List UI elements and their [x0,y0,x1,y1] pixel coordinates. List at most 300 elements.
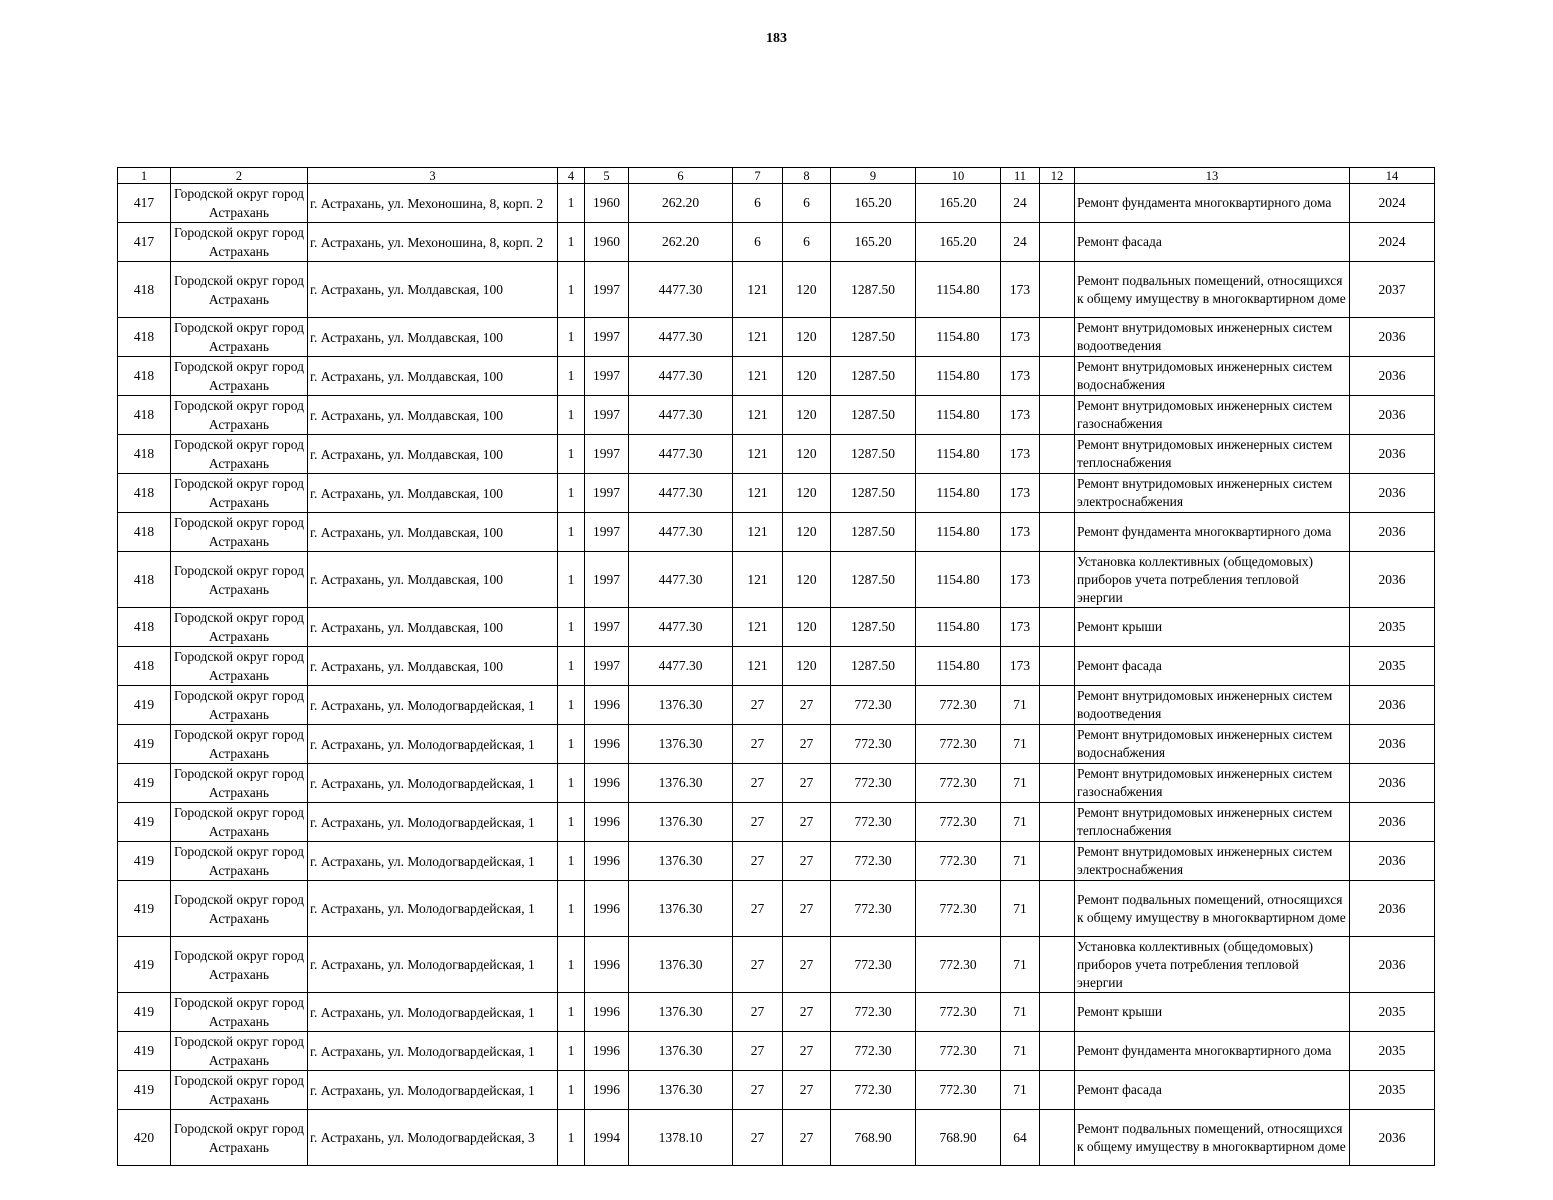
col8-cell: 120 [783,357,831,396]
col7-cell: 27 [733,803,783,842]
planned-year-cell: 2036 [1350,513,1435,552]
total-area-cell: 1376.30 [629,1032,733,1071]
col4-cell: 1 [558,1032,585,1071]
residents-cell: 173 [1001,513,1040,552]
address-cell: г. Астрахань, ул. Молдавская, 100 [308,552,558,608]
work-type-cell: Ремонт внутридомовых инженерных систем электроснабжения [1075,842,1350,881]
col12-cell [1040,686,1075,725]
work-type-cell: Ремонт крыши [1075,993,1350,1032]
col12-cell [1040,881,1075,937]
col10-area-cell: 165.20 [916,223,1001,262]
col12-cell [1040,647,1075,686]
col8-cell: 120 [783,435,831,474]
col7-cell: 121 [733,396,783,435]
col7-cell: 121 [733,357,783,396]
planned-year-cell: 2036 [1350,842,1435,881]
planned-year-cell: 2024 [1350,223,1435,262]
row-number-cell: 418 [118,513,171,552]
col8-cell: 27 [783,842,831,881]
col4-cell: 1 [558,937,585,993]
total-area-cell: 4477.30 [629,435,733,474]
col4-cell: 1 [558,318,585,357]
address-cell: г. Астрахань, ул. Молодогвардейская, 1 [308,725,558,764]
col8-cell: 27 [783,725,831,764]
col12-cell [1040,1032,1075,1071]
col9-area-cell: 1287.50 [831,513,916,552]
col9-area-cell: 1287.50 [831,608,916,647]
col4-cell: 1 [558,262,585,318]
table-row [118,842,1435,881]
work-type-cell: Ремонт внутридомовых инженерных систем теплоснабжения [1075,435,1350,474]
col10-area-cell: 1154.80 [916,262,1001,318]
col4-cell: 1 [558,435,585,474]
planned-year-cell: 2036 [1350,881,1435,937]
col12-cell [1040,474,1075,513]
total-area-cell: 1376.30 [629,881,733,937]
col9-area-cell: 772.30 [831,1071,916,1110]
col10-area-cell: 1154.80 [916,435,1001,474]
table-row [118,993,1435,1032]
row-number-cell: 419 [118,764,171,803]
work-type-cell: Ремонт внутридомовых инженерных систем теплоснабжения [1075,803,1350,842]
col9-area-cell: 772.30 [831,881,916,937]
address-cell: г. Астрахань, ул. Молдавская, 100 [308,262,558,318]
col8-cell: 27 [783,1110,831,1166]
table-row [118,686,1435,725]
table-row [118,435,1435,474]
planned-year-cell: 2036 [1350,725,1435,764]
col12-cell [1040,937,1075,993]
residents-cell: 173 [1001,262,1040,318]
year-built-cell: 1996 [585,686,629,725]
residents-cell: 24 [1001,184,1040,223]
work-type-cell: Ремонт фасада [1075,223,1350,262]
address-cell: г. Астрахань, ул. Молдавская, 100 [308,396,558,435]
col12-cell [1040,552,1075,608]
residents-cell: 71 [1001,1071,1040,1110]
address-cell: г. Астрахань, ул. Молодогвардейская, 1 [308,842,558,881]
total-area-cell: 1376.30 [629,686,733,725]
work-type-cell: Ремонт внутридомовых инженерных систем водоотведения [1075,318,1350,357]
row-number-cell: 419 [118,993,171,1032]
planned-year-cell: 2036 [1350,357,1435,396]
col7-cell: 27 [733,725,783,764]
col4-cell: 1 [558,881,585,937]
col9-area-cell: 772.30 [831,725,916,764]
col8-cell: 27 [783,993,831,1032]
col7-cell: 121 [733,318,783,357]
col7-cell: 121 [733,435,783,474]
row-number-cell: 419 [118,937,171,993]
col12-cell [1040,318,1075,357]
col8-cell: 120 [783,608,831,647]
col9-area-cell: 772.30 [831,842,916,881]
table-row [118,396,1435,435]
col4-cell: 1 [558,993,585,1032]
municipality-cell: Городской округ город Астрахань [171,1110,308,1166]
municipality-cell: Городской округ город Астрахань [171,474,308,513]
year-built-cell: 1997 [585,513,629,552]
col10-area-cell: 772.30 [916,686,1001,725]
residents-cell: 173 [1001,608,1040,647]
table-row [118,608,1435,647]
table-row [118,937,1435,993]
row-number-cell: 417 [118,223,171,262]
col8-cell: 120 [783,552,831,608]
col9-area-cell: 772.30 [831,1032,916,1071]
planned-year-cell: 2035 [1350,608,1435,647]
table-body [118,184,1435,1166]
col7-cell: 27 [733,686,783,725]
year-built-cell: 1960 [585,223,629,262]
col4-cell: 1 [558,513,585,552]
address-cell: г. Астрахань, ул. Молодогвардейская, 3 [308,1110,558,1166]
total-area-cell: 1378.10 [629,1110,733,1166]
col12-cell [1040,396,1075,435]
year-built-cell: 1997 [585,608,629,647]
column-number-header: 3 [308,168,558,184]
residents-cell: 71 [1001,725,1040,764]
column-number-header: 4 [558,168,585,184]
column-number-header: 10 [916,168,1001,184]
municipality-cell: Городской округ город Астрахань [171,396,308,435]
col8-cell: 27 [783,1032,831,1071]
col9-area-cell: 1287.50 [831,357,916,396]
row-number-cell: 418 [118,608,171,647]
table-row [118,357,1435,396]
col10-area-cell: 772.30 [916,993,1001,1032]
address-cell: г. Астрахань, ул. Молодогвардейская, 1 [308,803,558,842]
municipality-cell: Городской округ город Астрахань [171,993,308,1032]
col4-cell: 1 [558,396,585,435]
residents-cell: 71 [1001,803,1040,842]
residents-cell: 71 [1001,993,1040,1032]
col10-area-cell: 1154.80 [916,396,1001,435]
residents-cell: 173 [1001,435,1040,474]
table-row [118,184,1435,223]
column-number-row [118,168,1435,184]
col4-cell: 1 [558,686,585,725]
row-number-cell: 419 [118,1071,171,1110]
address-cell: г. Астрахань, ул. Молодогвардейская, 1 [308,937,558,993]
total-area-cell: 1376.30 [629,993,733,1032]
address-cell: г. Астрахань, ул. Молодогвардейская, 1 [308,1071,558,1110]
col7-cell: 6 [733,184,783,223]
residents-cell: 173 [1001,357,1040,396]
year-built-cell: 1996 [585,725,629,764]
column-number-header: 13 [1075,168,1350,184]
col8-cell: 27 [783,686,831,725]
table-row [118,647,1435,686]
column-number-header: 1 [118,168,171,184]
table-row [118,223,1435,262]
col8-cell: 120 [783,474,831,513]
planned-year-cell: 2036 [1350,318,1435,357]
column-number-header: 6 [629,168,733,184]
year-built-cell: 1997 [585,474,629,513]
col8-cell: 6 [783,184,831,223]
col9-area-cell: 1287.50 [831,262,916,318]
municipality-cell: Городской округ город Астрахань [171,184,308,223]
municipality-cell: Городской округ город Астрахань [171,357,308,396]
residents-cell: 71 [1001,764,1040,803]
col12-cell [1040,513,1075,552]
table-row [118,725,1435,764]
col9-area-cell: 772.30 [831,993,916,1032]
col8-cell: 120 [783,647,831,686]
col12-cell [1040,608,1075,647]
col12-cell [1040,803,1075,842]
address-cell: г. Астрахань, ул. Молдавская, 100 [308,513,558,552]
col7-cell: 27 [733,764,783,803]
col4-cell: 1 [558,474,585,513]
residents-cell: 64 [1001,1110,1040,1166]
column-number-header: 14 [1350,168,1435,184]
year-built-cell: 1997 [585,396,629,435]
planned-year-cell: 2036 [1350,435,1435,474]
year-built-cell: 1996 [585,842,629,881]
col10-area-cell: 772.30 [916,881,1001,937]
year-built-cell: 1996 [585,1032,629,1071]
col8-cell: 27 [783,937,831,993]
col10-area-cell: 1154.80 [916,513,1001,552]
work-type-cell: Ремонт фасада [1075,1071,1350,1110]
col10-area-cell: 1154.80 [916,608,1001,647]
total-area-cell: 4477.30 [629,396,733,435]
row-number-cell: 419 [118,725,171,764]
col7-cell: 27 [733,881,783,937]
municipality-cell: Городской округ город Астрахань [171,803,308,842]
residents-cell: 71 [1001,1032,1040,1071]
col7-cell: 6 [733,223,783,262]
col7-cell: 121 [733,608,783,647]
year-built-cell: 1996 [585,1071,629,1110]
planned-year-cell: 2036 [1350,396,1435,435]
column-number-header: 8 [783,168,831,184]
col10-area-cell: 772.30 [916,842,1001,881]
work-type-cell: Установка коллективных (общедомовых) приборов учета потребления тепловой энергии [1075,937,1350,993]
municipality-cell: Городской округ город Астрахань [171,608,308,647]
table-row [118,1110,1435,1166]
residents-cell: 71 [1001,937,1040,993]
col8-cell: 27 [783,1071,831,1110]
column-number-header: 11 [1001,168,1040,184]
col4-cell: 1 [558,647,585,686]
address-cell: г. Астрахань, ул. Молдавская, 100 [308,647,558,686]
year-built-cell: 1997 [585,552,629,608]
row-number-cell: 418 [118,474,171,513]
work-type-cell: Ремонт подвальных помещений, относящихся к общему имуществу в многоквартирном доме [1075,262,1350,318]
total-area-cell: 4477.30 [629,474,733,513]
planned-year-cell: 2037 [1350,262,1435,318]
col9-area-cell: 772.30 [831,937,916,993]
year-built-cell: 1997 [585,647,629,686]
residents-cell: 71 [1001,842,1040,881]
col4-cell: 1 [558,1071,585,1110]
row-number-cell: 418 [118,396,171,435]
col9-area-cell: 772.30 [831,764,916,803]
address-cell: г. Астрахань, ул. Молодогвардейская, 1 [308,1032,558,1071]
row-number-cell: 419 [118,881,171,937]
col9-area-cell: 1287.50 [831,435,916,474]
row-number-cell: 418 [118,435,171,474]
column-number-header: 2 [171,168,308,184]
col12-cell [1040,764,1075,803]
col7-cell: 121 [733,474,783,513]
total-area-cell: 4477.30 [629,552,733,608]
column-number-header: 9 [831,168,916,184]
col7-cell: 27 [733,993,783,1032]
address-cell: г. Астрахань, ул. Молодогвардейская, 1 [308,993,558,1032]
col12-cell [1040,993,1075,1032]
row-number-cell: 420 [118,1110,171,1166]
col4-cell: 1 [558,1110,585,1166]
total-area-cell: 4477.30 [629,318,733,357]
row-number-cell: 419 [118,1032,171,1071]
total-area-cell: 1376.30 [629,725,733,764]
residents-cell: 173 [1001,552,1040,608]
municipality-cell: Городской округ город Астрахань [171,725,308,764]
table-row [118,552,1435,608]
col12-cell [1040,725,1075,764]
work-type-cell: Ремонт фундамента многоквартирного дома [1075,1032,1350,1071]
col4-cell: 1 [558,357,585,396]
year-built-cell: 1997 [585,435,629,474]
table-row [118,318,1435,357]
column-number-header: 5 [585,168,629,184]
address-cell: г. Астрахань, ул. Молдавская, 100 [308,474,558,513]
col7-cell: 121 [733,513,783,552]
col12-cell [1040,262,1075,318]
planned-year-cell: 2035 [1350,993,1435,1032]
col9-area-cell: 165.20 [831,223,916,262]
work-type-cell: Ремонт фасада [1075,647,1350,686]
col4-cell: 1 [558,764,585,803]
col7-cell: 27 [733,1071,783,1110]
col4-cell: 1 [558,608,585,647]
work-type-cell: Ремонт внутридомовых инженерных систем газоснабжения [1075,764,1350,803]
col8-cell: 120 [783,262,831,318]
col4-cell: 1 [558,725,585,764]
residents-cell: 173 [1001,647,1040,686]
work-type-cell: Ремонт фундамента многоквартирного дома [1075,184,1350,223]
address-cell: г. Астрахань, ул. Мехоношина, 8, корп. 2 [308,223,558,262]
total-area-cell: 4477.30 [629,262,733,318]
col12-cell [1040,1071,1075,1110]
col12-cell [1040,435,1075,474]
col7-cell: 27 [733,1110,783,1166]
year-built-cell: 1996 [585,764,629,803]
col10-area-cell: 768.90 [916,1110,1001,1166]
work-type-cell: Ремонт фундамента многоквартирного дома [1075,513,1350,552]
col10-area-cell: 1154.80 [916,474,1001,513]
col9-area-cell: 768.90 [831,1110,916,1166]
col8-cell: 120 [783,513,831,552]
municipality-cell: Городской округ город Астрахань [171,1032,308,1071]
col10-area-cell: 772.30 [916,1032,1001,1071]
municipality-cell: Городской округ город Астрахань [171,937,308,993]
col7-cell: 121 [733,552,783,608]
row-number-cell: 418 [118,318,171,357]
municipality-cell: Городской округ город Астрахань [171,647,308,686]
address-cell: г. Астрахань, ул. Молодогвардейская, 1 [308,764,558,803]
planned-year-cell: 2035 [1350,647,1435,686]
municipality-cell: Городской округ город Астрахань [171,764,308,803]
planned-year-cell: 2035 [1350,1032,1435,1071]
municipality-cell: Городской округ город Астрахань [171,223,308,262]
year-built-cell: 1996 [585,993,629,1032]
planned-year-cell: 2036 [1350,686,1435,725]
total-area-cell: 4477.30 [629,647,733,686]
row-number-cell: 419 [118,842,171,881]
row-number-cell: 418 [118,262,171,318]
col12-cell [1040,1110,1075,1166]
col12-cell [1040,184,1075,223]
planned-year-cell: 2035 [1350,1071,1435,1110]
work-type-cell: Ремонт внутридомовых инженерных систем водоснабжения [1075,725,1350,764]
col10-area-cell: 1154.80 [916,318,1001,357]
total-area-cell: 4477.30 [629,357,733,396]
row-number-cell: 419 [118,803,171,842]
address-cell: г. Астрахань, ул. Молодогвардейская, 1 [308,686,558,725]
table-row [118,764,1435,803]
municipality-cell: Городской округ город Астрахань [171,318,308,357]
col10-area-cell: 772.30 [916,764,1001,803]
municipality-cell: Городской округ город Астрахань [171,552,308,608]
total-area-cell: 1376.30 [629,1071,733,1110]
col8-cell: 27 [783,803,831,842]
planned-year-cell: 2036 [1350,1110,1435,1166]
municipality-cell: Городской округ город Астрахань [171,513,308,552]
col4-cell: 1 [558,552,585,608]
work-type-cell: Установка коллективных (общедомовых) приборов учета потребления тепловой энергии [1075,552,1350,608]
residents-cell: 173 [1001,396,1040,435]
year-built-cell: 1997 [585,357,629,396]
row-number-cell: 417 [118,184,171,223]
residents-cell: 173 [1001,474,1040,513]
residents-cell: 173 [1001,318,1040,357]
address-cell: г. Астрахань, ул. Мехоношина, 8, корп. 2 [308,184,558,223]
page-number: 183 [766,31,787,46]
municipality-cell: Городской округ город Астрахань [171,686,308,725]
planned-year-cell: 2036 [1350,937,1435,993]
col9-area-cell: 165.20 [831,184,916,223]
total-area-cell: 262.20 [629,223,733,262]
total-area-cell: 262.20 [629,184,733,223]
col9-area-cell: 772.30 [831,686,916,725]
col8-cell: 120 [783,396,831,435]
table-row [118,1032,1435,1071]
col10-area-cell: 1154.80 [916,647,1001,686]
col10-area-cell: 1154.80 [916,357,1001,396]
planned-year-cell: 2036 [1350,552,1435,608]
table-row [118,262,1435,318]
municipality-cell: Городской округ город Астрахань [171,1071,308,1110]
year-built-cell: 1996 [585,803,629,842]
col8-cell: 27 [783,764,831,803]
col9-area-cell: 1287.50 [831,318,916,357]
total-area-cell: 4477.30 [629,513,733,552]
table-row [118,474,1435,513]
year-built-cell: 1994 [585,1110,629,1166]
address-cell: г. Астрахань, ул. Молдавская, 100 [308,318,558,357]
col12-cell [1040,842,1075,881]
work-type-cell: Ремонт подвальных помещений, относящихся к общему имуществу в многоквартирном доме [1075,1110,1350,1166]
col9-area-cell: 1287.50 [831,474,916,513]
work-type-cell: Ремонт внутридомовых инженерных систем водоотведения [1075,686,1350,725]
total-area-cell: 1376.30 [629,842,733,881]
table-row [118,881,1435,937]
